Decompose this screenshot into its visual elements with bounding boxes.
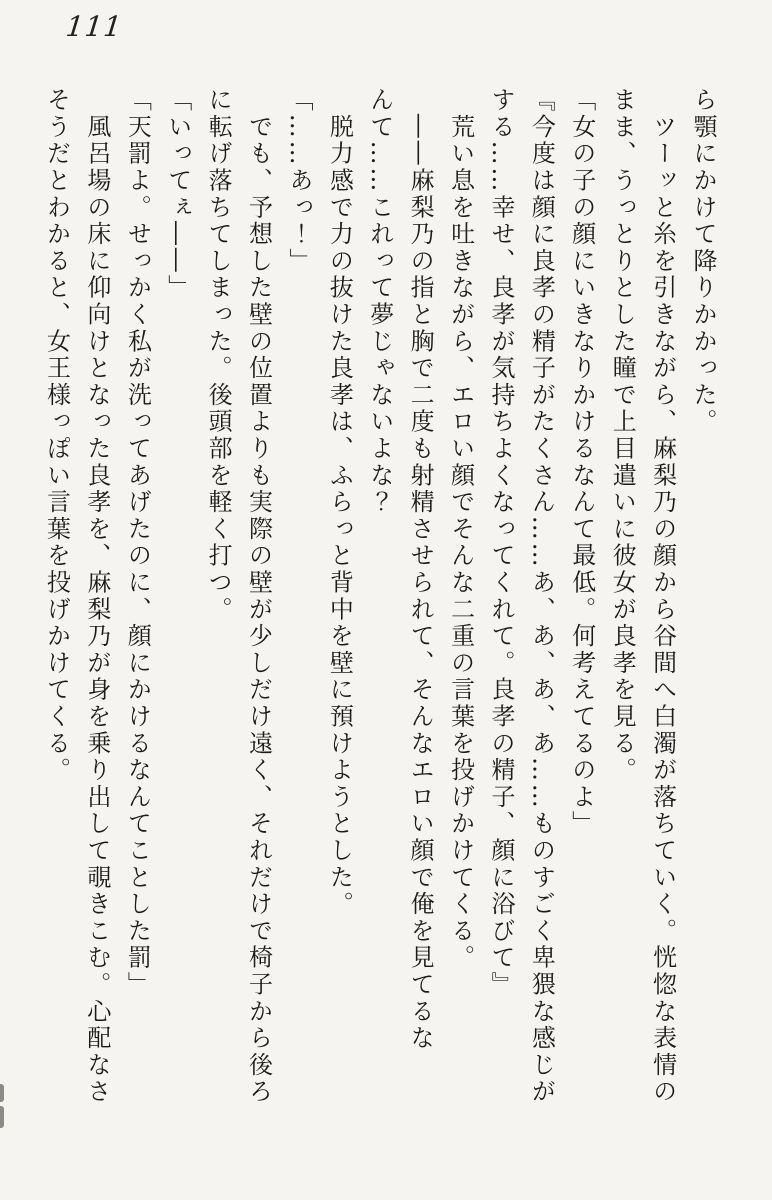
text-line: そうだとわかると、女王様っぽい言葉を投げかけてくる。 [42, 87, 71, 784]
text-line: する……幸せ、良孝が気持ちよくなってくれて。良孝の精子、顔に浴びて』 [486, 87, 515, 999]
text-line: まま、うっとりとした瞳で上目遣いに彼女が良孝を見る。 [608, 87, 637, 784]
text-line: 「天罰よ。せっかく私が洗ってあげたのに、顔にかけるなんてことした罰」 [123, 87, 152, 999]
text-line: 脱力感で力の抜けた良孝は、ふらっと背中を壁に預けようとした。 [325, 87, 354, 918]
text-line: 「……あっ！」 [284, 87, 313, 275]
text-line: ツーッと糸を引きながら、麻梨乃の顔から谷間へ白濁が落ちていく。恍惚な表情の [648, 87, 677, 1106]
text-line: ら顎にかけて降りかかった。 [689, 87, 717, 436]
text-line: 『今度は顔に良孝の精子がたくさん……あ、あ、あ、あ……ものすごく卑猥な感じが [527, 87, 556, 1106]
text-line: でも、予想した壁の位置よりも実際の壁が少しだけ遠く、それだけで椅子から後ろ [244, 87, 273, 1106]
scan-edge-artifact [0, 1084, 4, 1102]
text-line: に転げ落ちてしまった。後頭部を軽く打つ。 [204, 87, 233, 623]
body-text [36, 87, 723, 1127]
text-line: 荒い息を吐きながら、エロい顔でそんな二重の言葉を投げかけてくる。 [446, 87, 475, 972]
text-line: んて……これって夢じゃないよな？ [365, 87, 394, 516]
text-line: 「女の子の顔にいきなりかけるなんて最低。何考えてるのよ」 [567, 87, 596, 838]
scan-edge-artifact [0, 1106, 4, 1128]
text-line: ――麻梨乃の指と胸で二度も射精させられて、そんなエロい顔で俺を見てるな [406, 87, 435, 1052]
page-number: 111 [64, 10, 125, 43]
text-line: 「いってぇ――」 [163, 87, 192, 302]
text-line: 風呂場の床に仰向けとなった良孝を、麻梨乃が身を乗り出して覗きこむ。心配なさ [82, 87, 111, 1106]
